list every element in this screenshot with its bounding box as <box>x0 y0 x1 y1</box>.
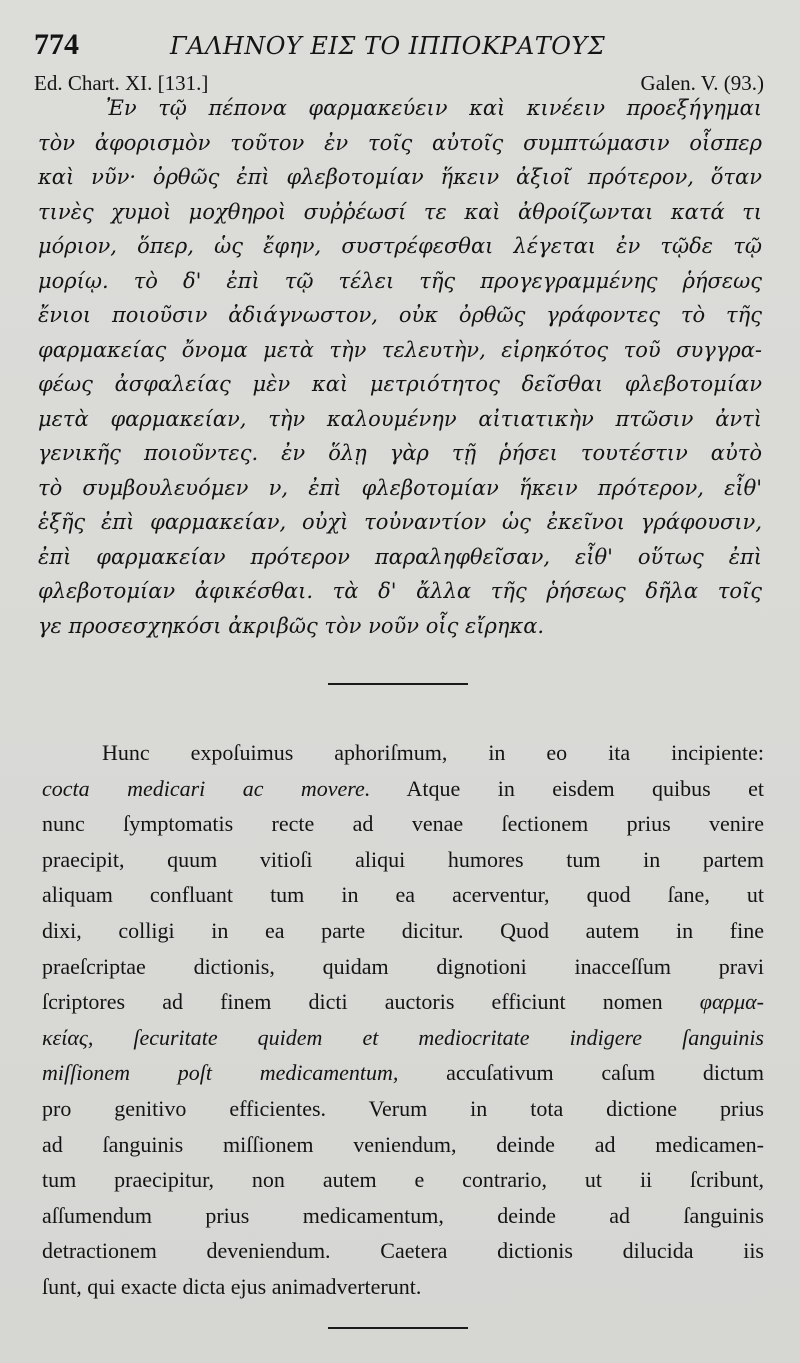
text-span: nunc ſymptomatis recte ad venae ſectionem prius venire <box>42 811 764 837</box>
latin-text-line <box>42 1096 764 1128</box>
greek-text-line: φέως ἀσφαλείας μὲν καὶ μετριότητος δεῖσθαι φλεβοτομίαν <box>38 372 762 396</box>
text-span: Hunc expoſuimus aphoriſmum, in eo ita incipiente: <box>102 740 764 765</box>
latin-text-line <box>42 847 764 879</box>
text-span: dixi, colligi in ea parte dicitur. Quod autem in fine <box>42 918 764 943</box>
text-span: aliquam confluant tum in ea acerventur, quod ſane, ut <box>42 882 764 908</box>
latin-text-line <box>42 1025 764 1057</box>
greek-text-line: τὸ συμβουλευόμεν ν, ἐπὶ φλεβοτομίαν ἥκειν πρότερον, εἶθ' <box>38 475 762 500</box>
latin-text-line <box>42 1238 764 1270</box>
greek-text-line: μορίῳ. τὸ δ' ἐπὶ τῷ τέλει τῆς προγεγραμμένης ῥήσεως <box>38 268 762 293</box>
latin-text-line <box>42 1132 764 1164</box>
greek-text-line: ἔνιοι ποιοῦσιν ἀδιάγνωστον, οὐκ ὀρθῶς γράφοντες τὸ τῆς <box>38 303 762 327</box>
text-span: Atque in eisdem quibus et <box>370 775 764 801</box>
text-span: ſunt, qui exacte dicta ejus animadverterunt. <box>42 1274 422 1299</box>
text-span: aſſumendum prius medicamentum, deinde ad ſanguinis <box>42 1202 764 1228</box>
greek-text-line: φλεβοτομίαν ἀφικέσθαι. τὰ δ' ἄλλα τῆς ῥήσεως δῆλα τοῖς <box>38 579 762 603</box>
text-span: tum praecipitur, non autem e contrario, ut ii ſcribunt, <box>42 1167 764 1193</box>
greek-text-line: τινὲς χυμοὶ μοχθηροὶ συῤῥέωσί τε καὶ ἀθροίζωνται κατά τι <box>38 199 762 224</box>
italic-text-span: miſſionem poſt medicamentum, <box>42 1060 399 1086</box>
greek-text-line: ἐπὶ φαρμακείαν πρότερον παραληφθεῖσαν, εἶθ' οὕτως ἐπὶ <box>38 544 762 569</box>
text-span: praeſcriptae dictionis, quidam dignotioni inacceſſum pravi <box>42 953 764 979</box>
running-title: ΓΑΛΗΝΟΥ ΕΙΣ ΤΟ ΙΠΠΟΚΡΑΤΟΥΣ <box>170 32 606 60</box>
greek-text-line: φαρμακείας ὄνομα μετὰ τὴν τελευτὴν, εἰρηκότος τοῦ συγγρα- <box>38 337 762 362</box>
greek-text-line: τὸν ἀφορισμὸν τοῦτον ἐν τοῖς αὐτοῖς συμπτώμασιν οἷσπερ <box>38 130 762 155</box>
italic-text-span: cocta medicari ac movere. <box>42 775 371 801</box>
latin-text-line <box>42 954 764 986</box>
running-head <box>34 30 774 60</box>
latin-text-line <box>42 1060 764 1092</box>
section-divider <box>328 683 468 685</box>
latin-text-line <box>42 882 764 914</box>
greek-text-line: γε προσεσχηκόσι ἀκριβῶς τὸν νοῦν οἷς εἴρηκα. <box>38 613 545 638</box>
page-number: 774 <box>34 28 79 61</box>
latin-text-line <box>42 918 764 950</box>
greek-text-line: μόριον, ὅπερ, ὡς ἔφην, συστρέφεσθαι λέγεται ἐν τῷδε τῷ <box>38 234 762 258</box>
greek-text-line: μετὰ φαρμακείαν, τὴν καλουμένην αἰτιατικὴν πτῶσιν ἀντὶ <box>38 406 762 431</box>
greek-text-line: γενικῆς ποιοῦντες. ἐν ὅλῃ γὰρ τῇ ῥήσει τουτέστιν αὐτὸ <box>38 441 762 465</box>
bottom-divider <box>328 1327 468 1329</box>
latin-text-line <box>42 1274 764 1306</box>
text-span: detractionem deveniendum. Caetera dictionis dilucida iis <box>42 1238 764 1264</box>
text-span: ad ſanguinis miſſionem veniendum, deinde ad medicamen- <box>42 1131 764 1157</box>
greek-text-line: Ἐν τῷ πέπονα φαρμακεύειν καὶ κινέειν προεξήγημαι <box>106 96 762 120</box>
latin-text-line <box>42 740 764 772</box>
greek-text-line: ἑξῆς ἐπὶ φαρμακείαν, οὐχὶ τοὐναντίον ὡς ἐκεῖνοι γράφουσιν, <box>38 510 762 534</box>
edition-galen-reference: Galen. V. (93.) <box>640 71 764 95</box>
text-span: pro genitivo efficientes. Verum in tota dictione prius <box>42 1096 764 1121</box>
italic-text-span: φαρμα- <box>699 989 764 1015</box>
latin-text-line <box>42 989 764 1021</box>
greek-text-line: καὶ νῦν· ὀρθῶς ἐπὶ φλεβοτομίαν ἥκειν ἀξιοῖ πρότερον, ὅταν <box>38 165 762 189</box>
latin-text-line <box>42 1167 764 1199</box>
text-span: praecipit, quum vitioſi aliqui humores tum in partem <box>42 846 764 872</box>
text-span: ſcriptores ad finem dicti auctoris efficiunt nomen <box>42 989 700 1015</box>
latin-text-line <box>42 776 764 808</box>
latin-text-line <box>42 1203 764 1235</box>
latin-text-line <box>42 811 764 843</box>
text-span: accuſativum caſum dictum <box>398 1060 764 1086</box>
edition-chart-reference: Ed. Chart. XI. [131.] <box>34 71 209 95</box>
italic-text-span: κείας, ſecuritate quidem et mediocritate indigere ſanguinis <box>42 1024 764 1050</box>
